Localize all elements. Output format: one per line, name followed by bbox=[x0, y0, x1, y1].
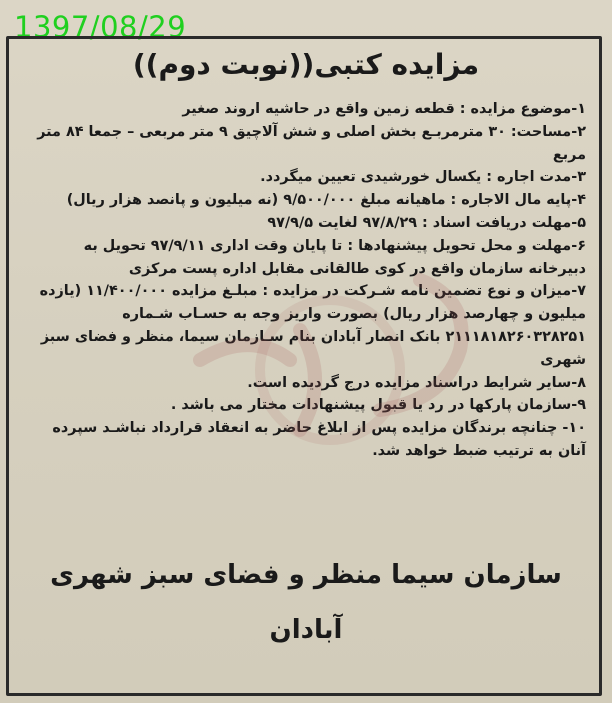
notice-items bbox=[26, 98, 586, 463]
notice-item: ۹-سازمان پارکها در رد یا قبول پیشنهادات مختار می باشد . bbox=[170, 397, 586, 414]
organization-city: آبادان bbox=[269, 615, 343, 645]
organization-name: سازمان سیما منظر و فضای سبز شهری bbox=[50, 560, 562, 590]
notice-item: ۴-پایه مال الاجاره : ماهیانه مبلغ ۹/۵۰۰/۰۰۰ (نه میلیون و پانصد هزار ریال) bbox=[66, 192, 586, 209]
notice-item: ۵-مهلت دریافت اسناد : ۹۷/۸/۲۹ لغایت ۹۷/۹/۵ bbox=[267, 214, 586, 231]
notice-item: ۶-مهلت و محل تحویل پیشنهادها : تا پایان وقت اداری ۹۷/۹/۱۱ تحویل به دبیرخانه سازمان واقع در کوی طالقانی مقابل اداره پست مرکزی bbox=[83, 237, 586, 277]
notice-item: ۲-مساحت: ۳۰ مترمربـع بخش اصلی و شش آلاچیق ۹ متر مربعی – جمعا ۸۴ متر مربع bbox=[37, 123, 586, 163]
notice-item: ۱۰- چنانچه برندگان مزایده پس از ابلاغ حاضر به انعقاد قرارداد نباشـد سپرده آنان به ترتیب ضبط خواهد شد. bbox=[52, 420, 586, 459]
notice-item: ۸-سایر شرایط دراسناد مزایده درج گردیده است. bbox=[247, 374, 586, 391]
notice-item: ۳-مدت اجاره : یکسال خورشیدی تعیین میگردد. bbox=[260, 169, 586, 186]
notice-item: ۷-میزان و نوع تضمین نامه شـرکت در مزایده : مبلـغ مزایده ۱۱/۴۰۰/۰۰۰ (یازده میلیون و چهارصد هزار ریال) بصورت واریز وجه به حسـاب شـماره ۲۱۱۱۸۱۸۲۶۰۳۲۸۲۵۱ بانک انصار آبادان بنام سـازمان سیما، منظر و فضای سبز شهری bbox=[39, 283, 586, 368]
date-stamp: 1397/08/29 bbox=[14, 10, 187, 44]
notice-item: ۱-موضوع مزایده : قطعه زمین واقع در حاشیه اروند صغیر bbox=[182, 101, 586, 117]
notice-title: مزایده کتبی((نوبت دوم)) bbox=[132, 48, 480, 81]
